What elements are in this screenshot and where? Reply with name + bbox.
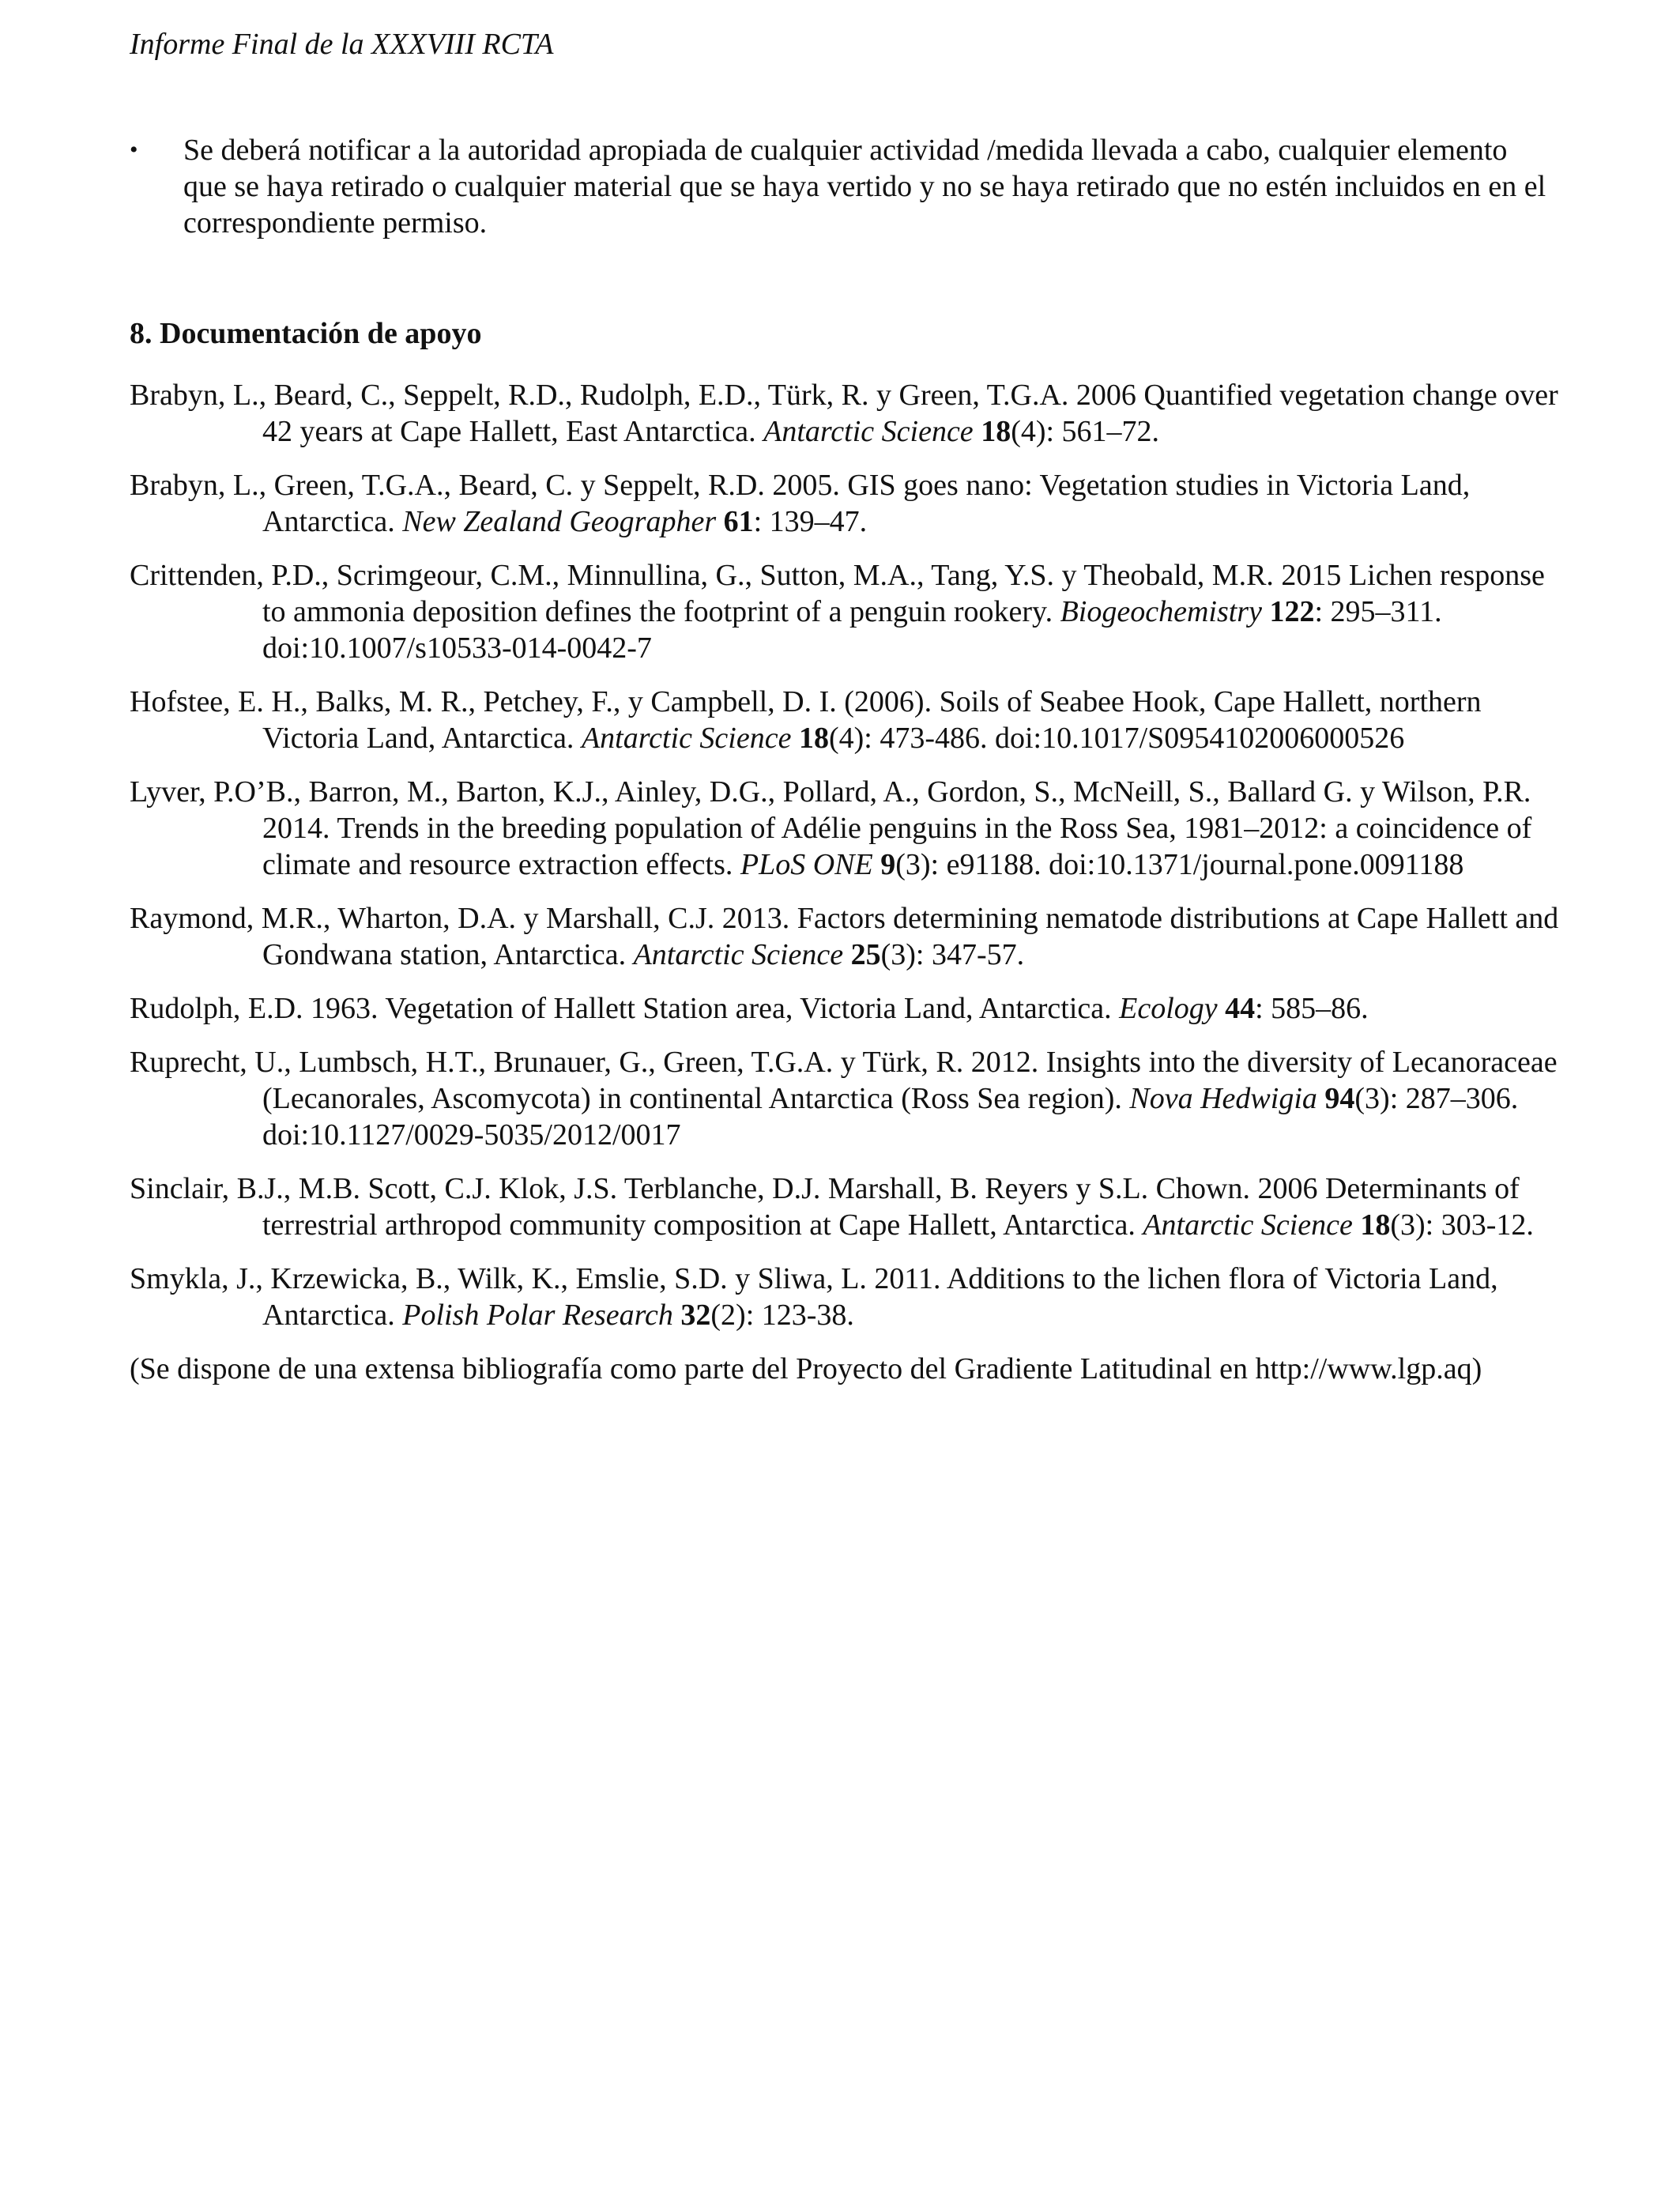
- reference-volume: 32: [680, 1299, 711, 1332]
- reference-journal: Antarctic Science: [581, 722, 792, 755]
- reference-authors-title: Sinclair, B.J., M.B. Scott, C.J. Klok, J.S. Terblanche, D.J. Marshall, B. Reyers y S.L. Chown. 2006 Determinants of terrestrial arthropod community composition at Cape Hallett, Antarctica.: [130, 1172, 1520, 1242]
- reference-pages: (3): 287–306. doi:10.1127/0029-5035/2012/0017: [262, 1082, 1519, 1152]
- reference-volume: 18: [1360, 1208, 1391, 1242]
- reference-entry: [130, 1261, 1560, 1333]
- reference-authors-title: Raymond, M.R., Wharton, D.A. y Marshall, C.J. 2013. Factors determining nematode distributions at Cape Hallett and Gondwana station, Antarctica.: [130, 902, 1559, 971]
- reference-pages: (4): 561–72.: [1011, 415, 1160, 448]
- reference-volume: 44: [1225, 992, 1256, 1025]
- reference-pages: (4): 473-486. doi:10.1017/S0954102006000526: [828, 722, 1405, 755]
- reference-volume: 18: [798, 722, 829, 755]
- reference-journal: Biogeochemistry: [1060, 595, 1262, 628]
- reference-journal: Ecology: [1119, 992, 1218, 1025]
- reference-authors-title: Ruprecht, U., Lumbsch, H.T., Brunauer, G., Green, T.G.A. y Türk, R. 2012. Insights into the diversity of Lecanoraceae (Lecanorales, Ascomycota) in continental Antarctica (Ross Sea region).: [130, 1046, 1558, 1115]
- reference-entries: [130, 377, 1560, 1333]
- reference-volume: 18: [981, 415, 1011, 448]
- reference-entry: [130, 377, 1560, 450]
- reference-authors-title: Hofstee, E. H., Balks, M. R., Petchey, F., y Campbell, D. I. (2006). Soils of Seabee Hook, Cape Hallett, northern Victoria Land, Antarctica.: [130, 685, 1482, 755]
- reference-authors-title: Crittenden, P.D., Scrimgeour, C.M., Minnullina, G., Sutton, M.A., Tang, Y.S. y Theobald, M.R. 2015 Lichen response to ammonia deposition defines the footprint of a penguin rookery.: [130, 559, 1545, 628]
- reference-entry: [130, 684, 1560, 756]
- reference-volume: 94: [1324, 1082, 1355, 1115]
- bullet-icon: •: [130, 137, 138, 163]
- reference-entry: [130, 774, 1560, 883]
- reference-volume: 25: [850, 938, 881, 971]
- reference-journal: Antarctic Science: [763, 415, 974, 448]
- reference-pages: : 295–311. doi:10.1007/s10533-014-0042-7: [262, 595, 1442, 665]
- reference-journal: Nova Hedwigia: [1129, 1082, 1317, 1115]
- reference-entry: [130, 467, 1560, 540]
- reference-authors-title: Lyver, P.O’B., Barron, M., Barton, K.J., Ainley, D.G., Pollard, A., Gordon, S., McNeill, S., Ballard G. y Wilson, P.R. 2014. Trends in the breeding population of Adélie penguins in the Ross Sea, 1981–2012: a coincidence of climate and resource extraction effects.: [130, 775, 1532, 881]
- reference-entry: [130, 557, 1560, 666]
- reference-pages: (3): e91188. doi:10.1371/journal.pone.0091188: [895, 848, 1464, 881]
- reference-pages: (3): 347-57.: [880, 938, 1025, 971]
- bullet-list-item: [130, 132, 1552, 241]
- reference-authors-title: Rudolph, E.D. 1963. Vegetation of Hallett Station area, Victoria Land, Antarctica.: [130, 992, 1120, 1025]
- reference-authors-title: Brabyn, L., Green, T.G.A., Beard, C. y Seppelt, R.D. 2005. GIS goes nano: Vegetation studies in Victoria Land, Antarctica.: [130, 469, 1471, 538]
- reference-list: [130, 377, 1560, 1404]
- reference-journal: Antarctic Science: [633, 938, 844, 971]
- reference-pages: (2): 123-38.: [710, 1299, 854, 1332]
- reference-pages: : 139–47.: [753, 505, 868, 538]
- reference-pages: (3): 303-12.: [1390, 1208, 1534, 1242]
- reference-volume: 61: [723, 505, 754, 538]
- reference-entry: [130, 900, 1560, 973]
- reference-authors-title: Smykla, J., Krzewicka, B., Wilk, K., Emslie, S.D. y Sliwa, L. 2011. Additions to the lichen flora of Victoria Land, Antarctica.: [130, 1262, 1498, 1332]
- reference-journal: PLoS ONE: [740, 848, 873, 881]
- reference-journal: Antarctic Science: [1143, 1208, 1353, 1242]
- reference-pages: : 585–86.: [1255, 992, 1369, 1025]
- reference-journal: New Zealand Geographer: [402, 505, 717, 538]
- reference-entry: [130, 1044, 1560, 1153]
- reference-volume: 9: [880, 848, 896, 881]
- closing-note: (Se dispone de una extensa bibliografía como parte del Proyecto del Gradiente Latitudinal en http://www.lgp.aq): [130, 1352, 1482, 1385]
- reference-journal: Polish Polar Research: [402, 1299, 673, 1332]
- running-header: Informe Final de la XXXVIII RCTA: [130, 28, 554, 61]
- reference-entry: [130, 1171, 1560, 1243]
- reference-volume: 122: [1269, 595, 1315, 628]
- reference-entry: [130, 990, 1560, 1027]
- section-heading: 8. Documentación de apoyo: [130, 317, 482, 350]
- reference-authors-title: Brabyn, L., Beard, C., Seppelt, R.D., Rudolph, E.D., Türk, R. y Green, T.G.A. 2006 Quantified vegetation change over 42 years at Cape Hallett, East Antarctica.: [130, 379, 1558, 448]
- bullet-text: Se deberá notificar a la autoridad apropiada de cualquier actividad /medida llevada a cabo, cualquier elemento que se haya retirado o cualquier material que se haya vertido y no se haya retirado que no estén incluidos en en el correspondiente permiso.: [183, 134, 1546, 239]
